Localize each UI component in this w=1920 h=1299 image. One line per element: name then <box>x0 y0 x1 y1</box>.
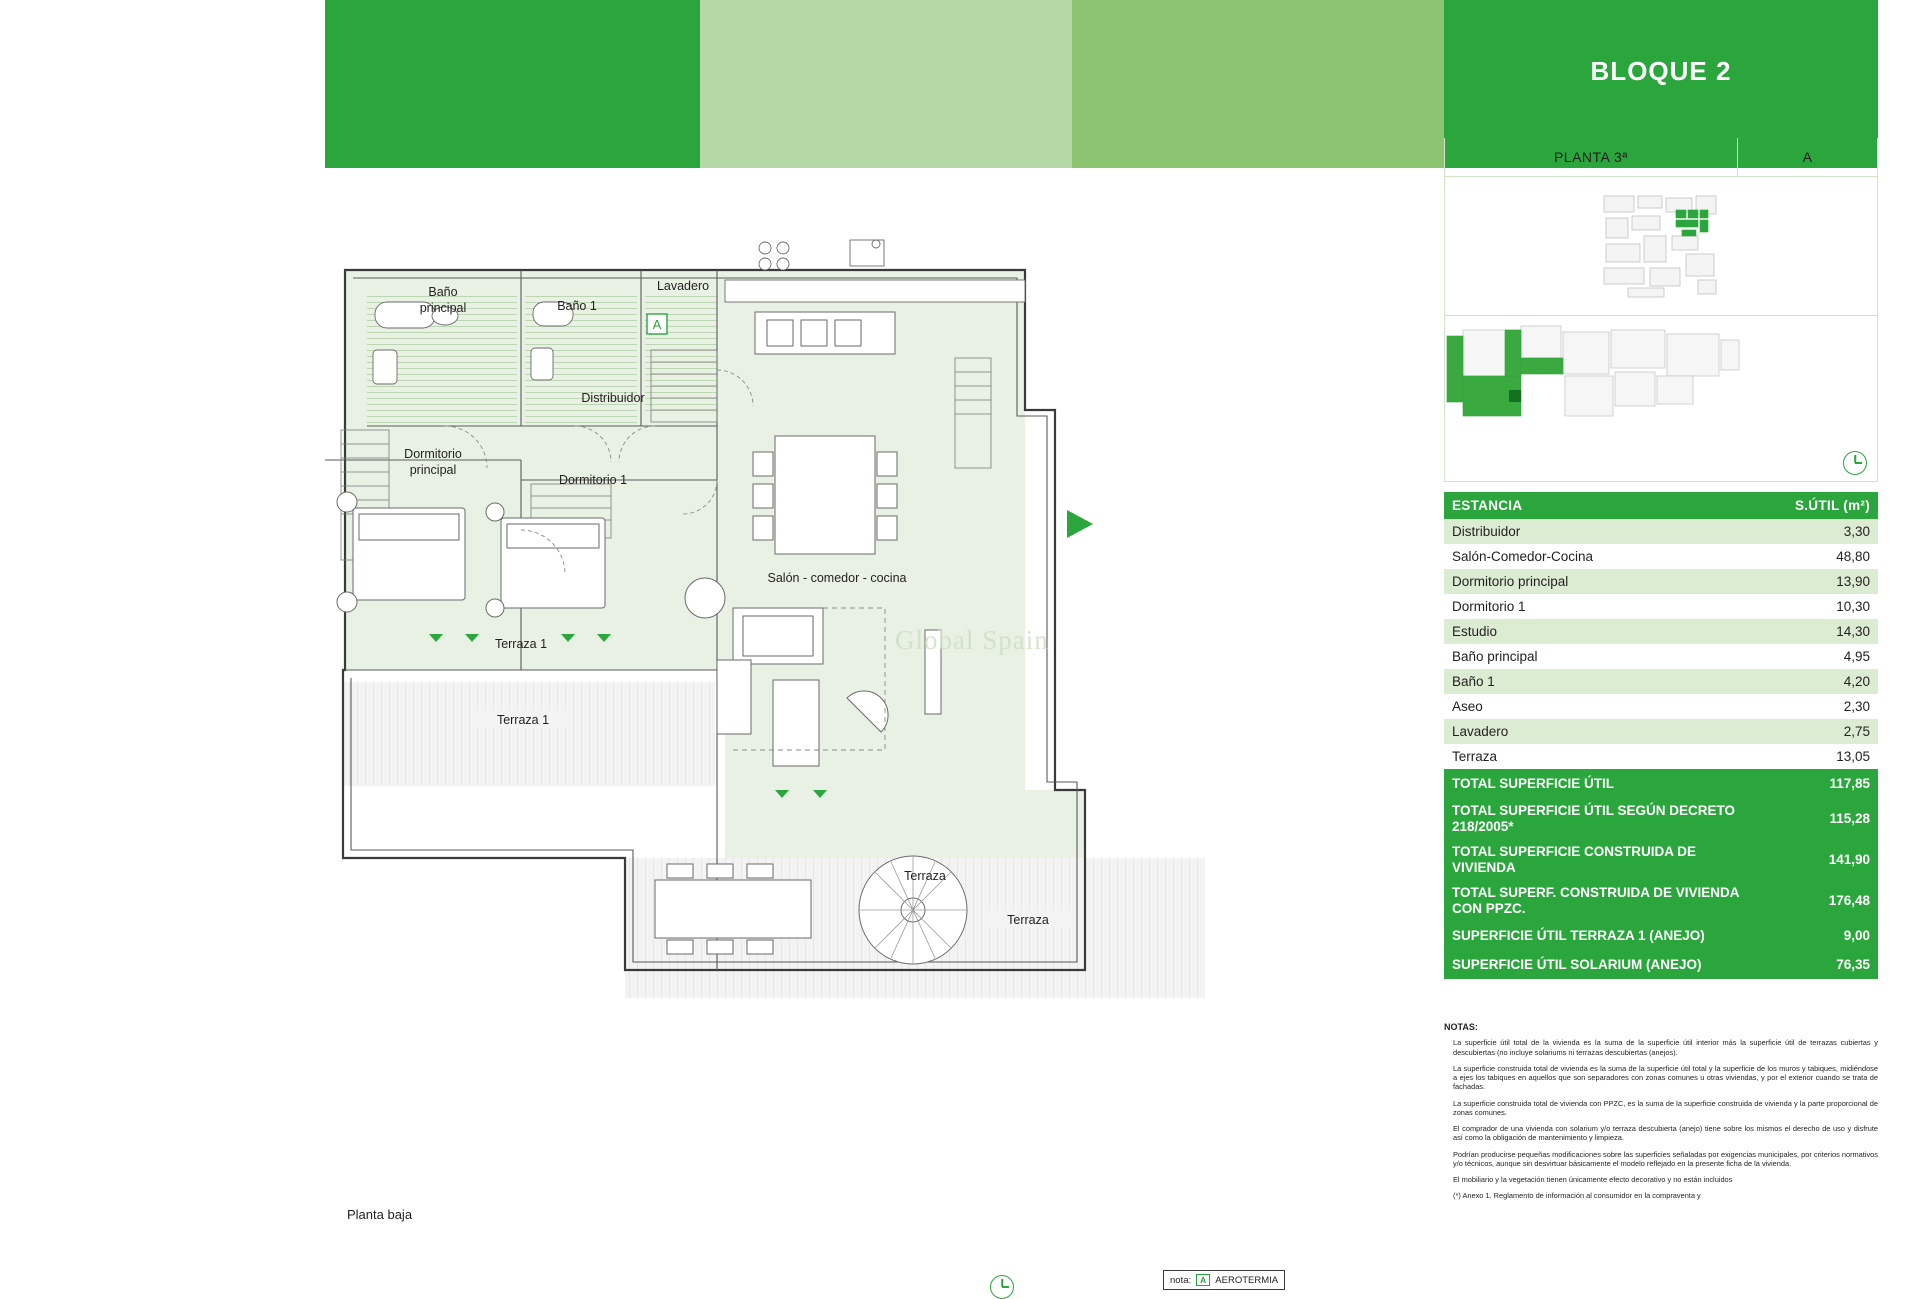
total-row <box>1444 769 1878 798</box>
notes-block <box>1444 1022 1878 1208</box>
total-row <box>1444 921 1878 950</box>
room-label: Terraza 1 <box>494 637 548 651</box>
total-label: SUPERFICIE ÚTIL SOLARIUM (ANEJO) <box>1444 950 1762 979</box>
room-label: Terraza <box>904 869 946 883</box>
room-area: 2,75 <box>1762 719 1878 744</box>
note-item: Podrían producirse pequeñas modificaciones sobre las superficies señaladas por exigencias municipales, por criterios normativos y/o técnicos, aunque sin desvirtuar básicamente el modelo reflejado en la presente ficha de la vivienda. <box>1453 1149 1878 1168</box>
total-row <box>1444 839 1878 880</box>
info-panel <box>1444 138 1878 979</box>
room-label: Salón - comedor - cocina <box>767 571 907 585</box>
floor-keyplan <box>1444 316 1878 482</box>
table-row <box>1444 669 1878 694</box>
table-header-row <box>1444 492 1878 519</box>
room-name: Baño 1 <box>1444 669 1762 694</box>
table-row <box>1444 619 1878 644</box>
floor-keyplan-graphic <box>1445 316 1745 428</box>
table-row <box>1444 644 1878 669</box>
note-item: La superficie construida total de vivienda con PPZC, es la suma de la superficie construida de vivienda y la parte proporcional de zonas comunes. <box>1453 1098 1878 1117</box>
notes-title: NOTAS: <box>1444 1022 1478 1032</box>
room-name: Dormitorio 1 <box>1444 594 1762 619</box>
table-row <box>1444 544 1878 569</box>
site-keyplan <box>1444 177 1878 316</box>
room-label: Baño <box>428 285 458 299</box>
note-item: La superficie construida total de vivienda es la suma de la superficie útil total y la superficie de los muros y tabiques, midiéndose a ejes los tabiques en aquellos que son separadores con zonas comunes u otras viviendas, y por el exterior cuando se trata de fachadas. <box>1453 1063 1878 1092</box>
room-name: Lavadero <box>1444 719 1762 744</box>
note-item: El comprador de una vivienda con solarium y/o terraza descubierta (anejo) tiene sobre los mismos el derecho de uso y disfrute así como la obligación de mantenimiento y limpieza. <box>1453 1124 1878 1143</box>
banner-band-3 <box>1072 0 1444 168</box>
room-label: Distribuidor <box>581 391 645 405</box>
table-row <box>1444 519 1878 544</box>
room-area: 13,05 <box>1762 744 1878 769</box>
planta-label: PLANTA 3ª <box>1445 138 1738 176</box>
aero-note-text: AEROTERMIA <box>1215 1274 1279 1286</box>
room-label-terraza1: Terraza 1 <box>496 713 550 727</box>
total-value: 117,85 <box>1762 769 1878 798</box>
note-item: El mobiliario y la vegetación tienen únicamente efecto decorativo y no están incluidos <box>1453 1175 1733 1184</box>
total-label: TOTAL SUPERFICIE ÚTIL SEGÚN DECRETO 218/2005* <box>1444 798 1762 839</box>
total-value: 76,35 <box>1762 950 1878 979</box>
room-area: 4,95 <box>1762 644 1878 669</box>
total-label: SUPERFICIE ÚTIL TERRAZA 1 (ANEJO) <box>1444 921 1762 950</box>
room-name: Aseo <box>1444 694 1762 719</box>
room-area: 13,90 <box>1762 569 1878 594</box>
room-label-terraza: Terraza <box>1007 913 1049 927</box>
watermark: Global Spain <box>895 625 1049 655</box>
col-area: S.ÚTIL (m²) <box>1762 492 1878 519</box>
room-name: Salón-Comedor-Cocina <box>1444 544 1762 569</box>
room-name: Distribuidor <box>1444 519 1762 544</box>
table-row <box>1444 744 1878 769</box>
block-title: BLOQUE 2 <box>1590 56 1732 86</box>
room-area: 4,20 <box>1762 669 1878 694</box>
total-value: 115,28 <box>1762 798 1878 839</box>
table-row <box>1444 694 1878 719</box>
room-label: Baño 1 <box>557 299 597 313</box>
banner-band-1 <box>325 0 700 168</box>
aerotermia-letter: A <box>652 317 662 332</box>
room-area: 3,30 <box>1762 519 1878 544</box>
aero-note-label: nota: <box>1170 1274 1192 1286</box>
room-name: Terraza <box>1444 744 1762 769</box>
room-label: Lavadero <box>656 279 710 293</box>
room-area: 48,80 <box>1762 544 1878 569</box>
plan-footer-label: Planta baja <box>347 1207 413 1222</box>
table-row <box>1444 719 1878 744</box>
total-value: 9,00 <box>1762 921 1878 950</box>
col-room: ESTANCIA <box>1444 492 1762 519</box>
unit-label: A <box>1802 149 1813 165</box>
note-item: La superficie útil total de la vivienda es la suma de la superficie útil interior más la superficie útil de terrazas cubiertas y descubiertas (no incluye solariums ni terrazas descubiertas (anejos). <box>1453 1038 1878 1057</box>
note-item: (*) Anexo 1. Reglamento de información al consumidor en la compraventa y <box>1453 1191 1701 1201</box>
floorplan-svg <box>325 230 1435 1230</box>
room-name: Estudio <box>1444 619 1762 644</box>
aerotermia-marker <box>647 314 667 334</box>
total-row <box>1444 950 1878 979</box>
total-row <box>1444 798 1878 839</box>
floorplan-drawing <box>325 230 1435 1230</box>
room-area: 2,30 <box>1762 694 1878 719</box>
total-label: TOTAL SUPERFICIE ÚTIL <box>1444 769 1762 798</box>
table-row <box>1444 569 1878 594</box>
room-area: 14,30 <box>1762 619 1878 644</box>
room-name: Baño principal <box>1444 644 1762 669</box>
aerotermia-note <box>1163 1270 1285 1290</box>
total-row <box>1444 880 1878 921</box>
room-name: Dormitorio principal <box>1444 569 1762 594</box>
total-label: TOTAL SUPERFICIE CONSTRUIDA DE VIVIENDA <box>1444 839 1762 880</box>
table-row <box>1444 594 1878 619</box>
surfaces-table <box>1444 492 1878 979</box>
aero-note-icon: A <box>1196 1274 1210 1286</box>
banner-band-2 <box>700 0 1072 168</box>
site-keyplan-graphic <box>1602 192 1720 300</box>
room-label: principal <box>419 301 467 315</box>
north-indicator-keyplan <box>1843 451 1867 475</box>
room-label: Dormitorio <box>404 447 462 461</box>
total-label: TOTAL SUPERF. CONSTRUIDA DE VIVIENDA CON PPZC. <box>1444 880 1762 921</box>
room-label: principal <box>409 463 457 477</box>
room-area: 10,30 <box>1762 594 1878 619</box>
total-value: 176,48 <box>1762 880 1878 921</box>
room-label: Dormitorio 1 <box>558 473 628 487</box>
total-value: 141,90 <box>1762 839 1878 880</box>
north-indicator-plan <box>990 1275 1014 1299</box>
planta-row <box>1444 138 1878 177</box>
